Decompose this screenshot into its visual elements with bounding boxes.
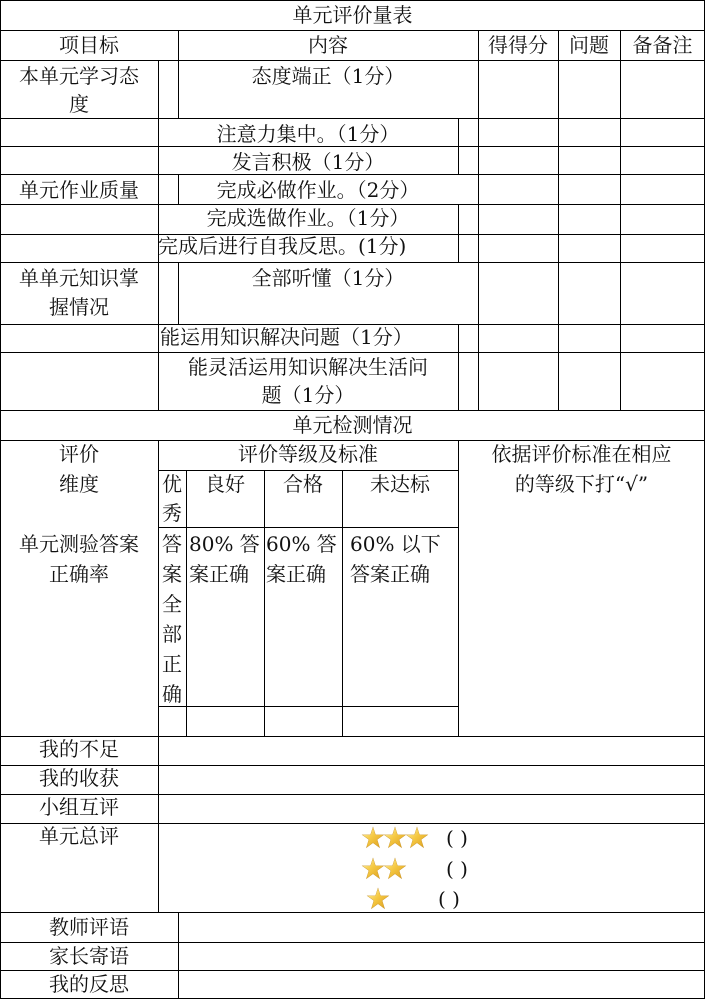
grid-line xyxy=(558,30,559,411)
dimension-label-line1: 评价 xyxy=(59,442,99,466)
grid-line xyxy=(0,0,1,999)
apply-knowledge-item: 能运用知识解决问题（1分） xyxy=(160,325,413,349)
knowledge-label-line2: 握情况 xyxy=(49,295,109,319)
parent-comment-label: 家长寄语 xyxy=(49,944,129,968)
star-icon xyxy=(362,858,384,880)
instruction-line1: 依据评价标准在相应 xyxy=(491,442,672,466)
self-reflection-item: 完成后进行自我反思。(1分) xyxy=(158,234,407,258)
star-icon xyxy=(384,827,406,849)
grades-title: 评价等级及标准 xyxy=(238,442,378,466)
grid-line xyxy=(0,912,705,913)
rating-blank: ( ) xyxy=(446,826,468,850)
header-score: 得得分 xyxy=(488,33,548,57)
grid-line xyxy=(0,262,705,263)
excellent-desc: 正 xyxy=(162,652,182,676)
attitude-item: 态度端正（1分） xyxy=(251,64,405,88)
understand-all-item: 全部听懂（1分） xyxy=(251,266,405,290)
instruction-line2: 的等级下打“√” xyxy=(514,472,649,496)
star-icon xyxy=(406,827,428,849)
attention-item: 注意力集中。（1分） xyxy=(216,122,400,146)
accuracy-label-line1: 单元测验答案 xyxy=(19,532,139,556)
grid-line xyxy=(186,470,187,737)
dimension-label-line2: 维度 xyxy=(59,472,99,496)
grid-line xyxy=(0,30,705,31)
rating-blank: ( ) xyxy=(438,887,460,911)
fail-desc-line1: 60% 以下 xyxy=(350,532,441,556)
header-remark: 备备注 xyxy=(632,33,693,57)
grid-line xyxy=(158,527,459,528)
excellent-desc: 确 xyxy=(162,682,182,706)
test-section-title: 单元检测情况 xyxy=(292,413,413,437)
good-desc-line2: 案正确 xyxy=(189,562,249,586)
grid-line xyxy=(178,912,179,999)
grid-line xyxy=(0,970,705,971)
flexible-apply-line2: 题（1分） xyxy=(261,383,355,407)
teacher-comment-label: 教师评语 xyxy=(49,915,129,939)
knowledge-label-line1: 单单元知识掌 xyxy=(19,266,139,290)
header-problem: 问题 xyxy=(569,33,609,57)
excellent-desc: 部 xyxy=(162,622,182,646)
grid-line xyxy=(458,324,459,411)
grid-line xyxy=(0,204,705,205)
pass-desc-line1: 60% 答 xyxy=(266,532,337,556)
attitude-label-line2: 度 xyxy=(69,92,89,116)
star-icon xyxy=(362,827,384,849)
pass-desc-line2: 案正确 xyxy=(266,562,326,586)
speaking-item: 发言积极（1分） xyxy=(231,150,385,174)
star-icon xyxy=(384,858,406,880)
grade-excellent-line1: 优 xyxy=(162,472,182,496)
grade-excellent-line2: 秀 xyxy=(162,501,182,525)
reflection-label: 我的反思 xyxy=(49,972,129,996)
grade-good: 良好 xyxy=(205,472,245,496)
homework-label: 单元作业质量 xyxy=(19,178,139,202)
harvest-label: 我的收获 xyxy=(39,766,119,790)
grid-line xyxy=(342,470,343,737)
grid-line xyxy=(0,146,705,147)
accuracy-label-line2: 正确率 xyxy=(49,562,109,586)
overall-label: 单元总评 xyxy=(39,824,119,848)
deficiency-label: 我的不足 xyxy=(39,737,119,761)
grid-line xyxy=(0,118,705,119)
attitude-label-line1: 本单元学习态 xyxy=(19,64,139,88)
rating-blank: ( ) xyxy=(446,857,468,881)
grid-line xyxy=(0,352,705,353)
grid-line xyxy=(0,410,705,411)
sheet-title: 单元评价量表 xyxy=(292,3,413,27)
excellent-desc: 全 xyxy=(162,592,182,616)
grid-line xyxy=(0,942,705,943)
optional-homework-item: 完成选做作业。（1分） xyxy=(206,206,410,230)
good-desc-line1: 80% 答 xyxy=(189,532,260,556)
grid-line xyxy=(158,470,459,471)
grid-line xyxy=(264,470,265,737)
grade-pass: 合格 xyxy=(283,472,323,496)
excellent-desc: 案 xyxy=(162,562,182,586)
grid-line xyxy=(158,765,159,913)
grade-fail: 未达标 xyxy=(370,472,430,496)
fail-desc-line2: 答案正确 xyxy=(350,562,430,586)
group-review-label: 小组互评 xyxy=(39,795,119,819)
header-content: 内容 xyxy=(308,33,348,57)
grid-line xyxy=(458,204,459,263)
grid-line xyxy=(0,440,705,441)
grid-line xyxy=(0,174,705,175)
header-item: 项目标 xyxy=(59,33,119,57)
grid-line xyxy=(158,706,459,707)
excellent-desc: 答 xyxy=(162,532,182,556)
grid-line xyxy=(458,118,459,175)
grid-line xyxy=(620,30,621,411)
grid-line xyxy=(478,30,479,411)
star-icon xyxy=(367,888,389,910)
required-homework-item: 完成必做作业。（2分） xyxy=(216,178,420,202)
grid-line xyxy=(0,60,705,61)
grid-line xyxy=(0,0,705,1)
flexible-apply-line1: 能灵活运用知识解决生活问 xyxy=(188,355,428,379)
